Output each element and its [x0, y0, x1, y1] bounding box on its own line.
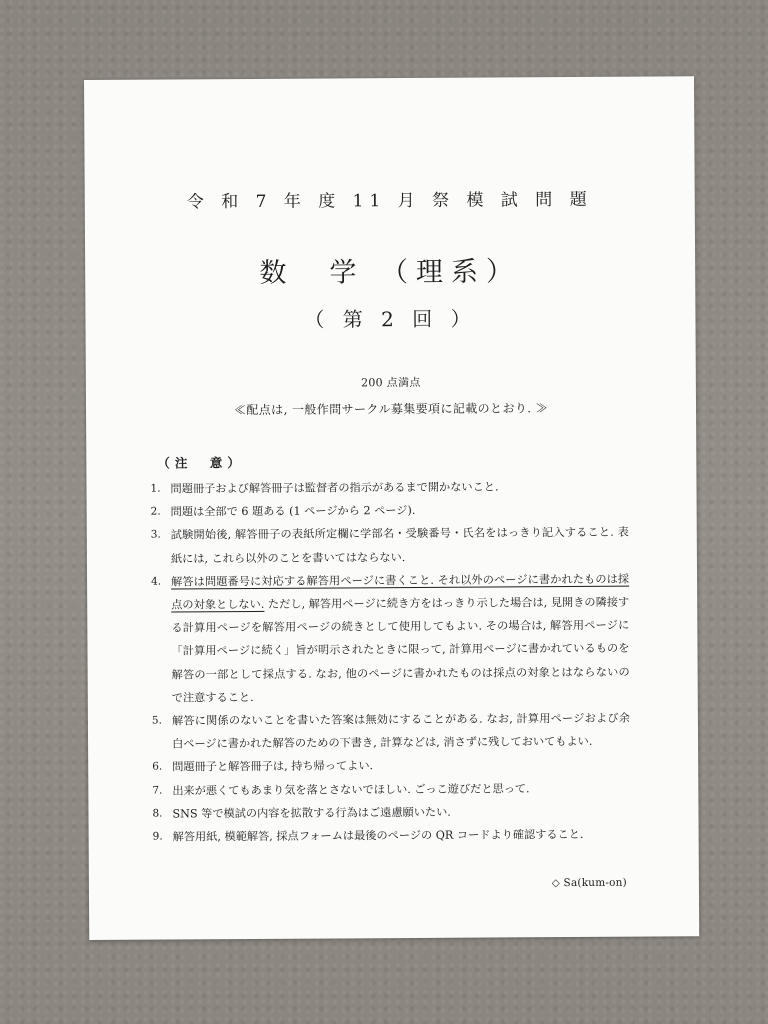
note-text: 解答に関係のないことを書いた答案は無効にすることがある. なお, 計算用ページおよび余白ページに書かれた解答のための下書き, 計算などは, 消さずに残しておいてもよい. [171, 711, 630, 751]
note-item [152, 800, 630, 826]
note-number: 8. [152, 807, 163, 820]
round-title: （ 第 2 回 ） [304, 306, 477, 332]
note-item [152, 823, 631, 849]
note-underlined-text: 解答は問題番号に対応する解答用ページに書くこと. それ以外のページに書かれたものは採点の対象としない. [171, 572, 630, 612]
note-text: 問題は全部で 6 題ある (1 ページから 2 ページ). [170, 504, 416, 519]
notes-heading: （注 意） [157, 455, 245, 471]
note-text: 解答用紙, 模範解答, 採点フォームは最後のページの QR コードより確認すること. [172, 828, 584, 844]
note-number: 7. [152, 784, 163, 797]
score-note: ≪配点は, 一般作問サークル募集要項に記載のとおり. ≫ [233, 401, 549, 418]
note-continued-text: ただし, 解答用ページに続き方をはっきり示した場合は, 見開きの隣接する計算用ページを解答用ページの続きとして使用してもよい. その場合は, 解答用ページに「計算用ページに続く」旨が明示されたときに限って, 計算用ページに書かれているものを解答の一部として採点する. なお, 他のページに書かれたものは採点の対象とはならないので注意すること. [171, 595, 630, 705]
note-number: 5. [151, 714, 162, 727]
note-item [152, 776, 630, 802]
note-item [150, 521, 629, 570]
note-number: 4. [151, 575, 162, 588]
note-text [171, 567, 630, 709]
note-number: 9. [152, 830, 163, 843]
note-text: 試験開始後, 解答冊子の表紙所定欄に学部名・受験番号・氏名をはっきり記入すること. 表紙には, これら以外のことを書いてはならない. [170, 526, 629, 566]
notes-list [150, 475, 630, 849]
note-number: 1. [150, 482, 161, 495]
note-item [151, 567, 630, 709]
note-item [151, 707, 630, 756]
exam-title: 令 和 7 年 度 11 月 祭 模 試 問 題 [186, 189, 593, 213]
note-text: 出来が悪くてもあまり気を落とさないでほしい. ごっこ遊びだと思って. [172, 781, 530, 798]
note-item [152, 753, 630, 779]
exam-cover-page [84, 76, 699, 940]
score-line: 200 点満点 [361, 375, 421, 390]
note-text: 問題冊子および解答冊子は監督者の指示があるまで開かないこと. [170, 480, 499, 496]
note-item [150, 475, 628, 501]
note-text: SNS 等で模試の内容を拡散する行為はご遠慮願いたい. [172, 805, 451, 821]
subject-title: 数 学 （理系） [259, 256, 522, 289]
note-number: 6. [152, 760, 163, 774]
note-number: 2. [150, 505, 161, 518]
note-text: 問題冊子と解答冊子は, 持ち帰ってよい. [172, 759, 374, 774]
author-signature: ◇ Sa(kum-on) [551, 876, 627, 890]
note-number: 3. [150, 528, 161, 542]
note-item [150, 498, 629, 524]
